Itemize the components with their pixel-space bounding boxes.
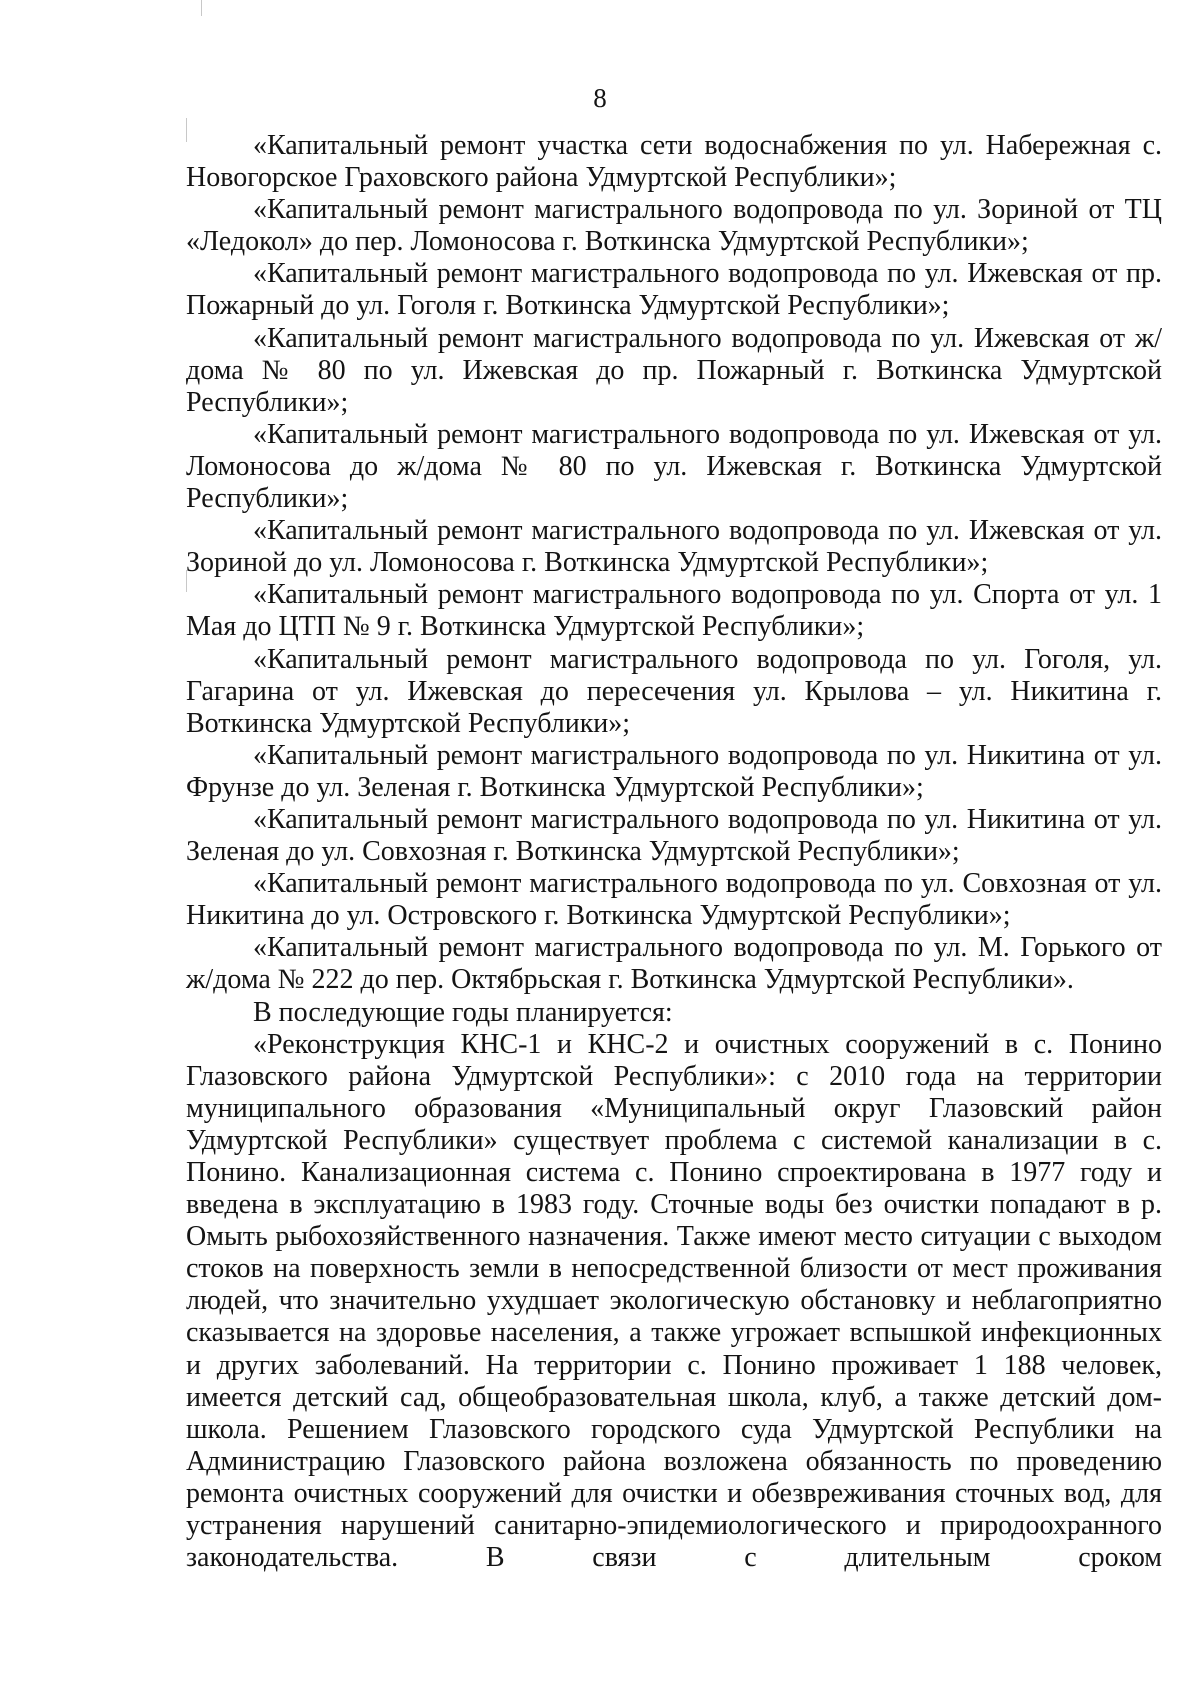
paragraph-item: «Капитальный ремонт магистрального водопровода по ул. М. Горького от ж/дома № 222 до пер. Октябрьская г. Воткинска Удмуртской Республики». (186, 932, 1162, 996)
paragraph-item: «Капитальный ремонт магистрального водопровода по ул. Никитина от ул. Фрунзе до ул. Зеленая г. Воткинска Удмуртской Республики»; (186, 739, 1162, 803)
paragraph-item: В последующие годы планируется: (253, 996, 673, 1028)
paragraph-item: «Капитальный ремонт магистрального водопровода по ул. Гоголя, ул. Гагарина от ул. Ижевская до пересечения ул. Крылова – ул. Никитина г. Воткинска Удмуртской Республики»; (186, 643, 1162, 739)
paragraph-item: «Капитальный ремонт магистрального водопровода по ул. Зориной от ТЦ «Ледокол» до пер. Ломоносова г. Воткинска Удмуртской Республики»; (186, 194, 1162, 258)
paragraph-item: «Капитальный ремонт магистрального водопровода по ул. Спорта от ул. 1 Мая до ЦТП № 9 г. Воткинска Удмуртской Республики»; (186, 579, 1162, 643)
paragraph-item: «Капитальный ремонт участка сети водоснабжения по ул. Набережная с. Новогорское Граховского района Удмуртской Республики»; (186, 130, 1162, 194)
paragraph-item: «Капитальный ремонт магистрального водопровода по ул. Ижевская от ж/дома № 80 по ул. Ижевская до пр. Пожарный г. Воткинска Удмуртской Республики»; (186, 322, 1162, 418)
paragraph-item: «Капитальный ремонт магистрального водопровода по ул. Ижевская от ул. Ломоносова до ж/дома № 80 по ул. Ижевская г. Воткинска Удмуртской Республики»; (186, 418, 1162, 515)
scan-artifact-line (201, 0, 202, 16)
paragraph-item: «Реконструкция КНС-1 и КНС-2 и очистных сооружений в с. Понино Глазовского района Удмуртской Республики»: с 2010 года на территории муниципального образования «Муниципальный округ Глазовский район Удмуртской Республики» существует проблема с системой канализации в с. Понино. Канализационная система с. Понино спроектирована в 1977 году и введена в эксплуатацию в 1983 году. Сточные воды без очистки попадают в р. Омыть рыбохозяйственного назначения. Также имеют место ситуации с выходом стоков на поверхность земли в непосредственной близости от мест проживания людей, что значительно ухудшает экологическую обстановку и неблагоприятно сказывается на здоровье населения, а также угрожает вспышкой инфекционных и других заболеваний. На территории с. Понино проживает 1 188 человек, имеется детский сад, общеобразовательная школа, клуб, а также детский дом-школа. Решением Глазовского городского суда Удмуртской Республики на Администрацию Глазовского района возложена обязанность по проведению ремонта очистных сооружений для очистки и обезвреживания сточных вод, для устранения нарушений санитарно-эпидемиологического и природоохранного законодательства. В связи с длительным сроком (186, 1028, 1162, 1574)
document-body (186, 130, 1162, 1574)
paragraph-item: «Капитальный ремонт магистрального водопровода по ул. Ижевская от ул. Зориной до ул. Ломоносова г. Воткинска Удмуртской Республики»; (186, 515, 1162, 579)
paragraph-item: «Капитальный ремонт магистрального водопровода по ул. Совхозная от ул. Никитина до ул. Островского г. Воткинска Удмуртской Республики»; (186, 868, 1162, 932)
paragraph-item: «Капитальный ремонт магистрального водопровода по ул. Никитина от ул. Зеленая до ул. Совхозная г. Воткинска Удмуртской Республики»; (186, 803, 1162, 868)
page-number: 8 (593, 83, 607, 113)
paragraph-item: «Капитальный ремонт магистрального водопровода по ул. Ижевская от пр. Пожарный до ул. Гоголя г. Воткинска Удмуртской Республики»; (186, 258, 1162, 322)
